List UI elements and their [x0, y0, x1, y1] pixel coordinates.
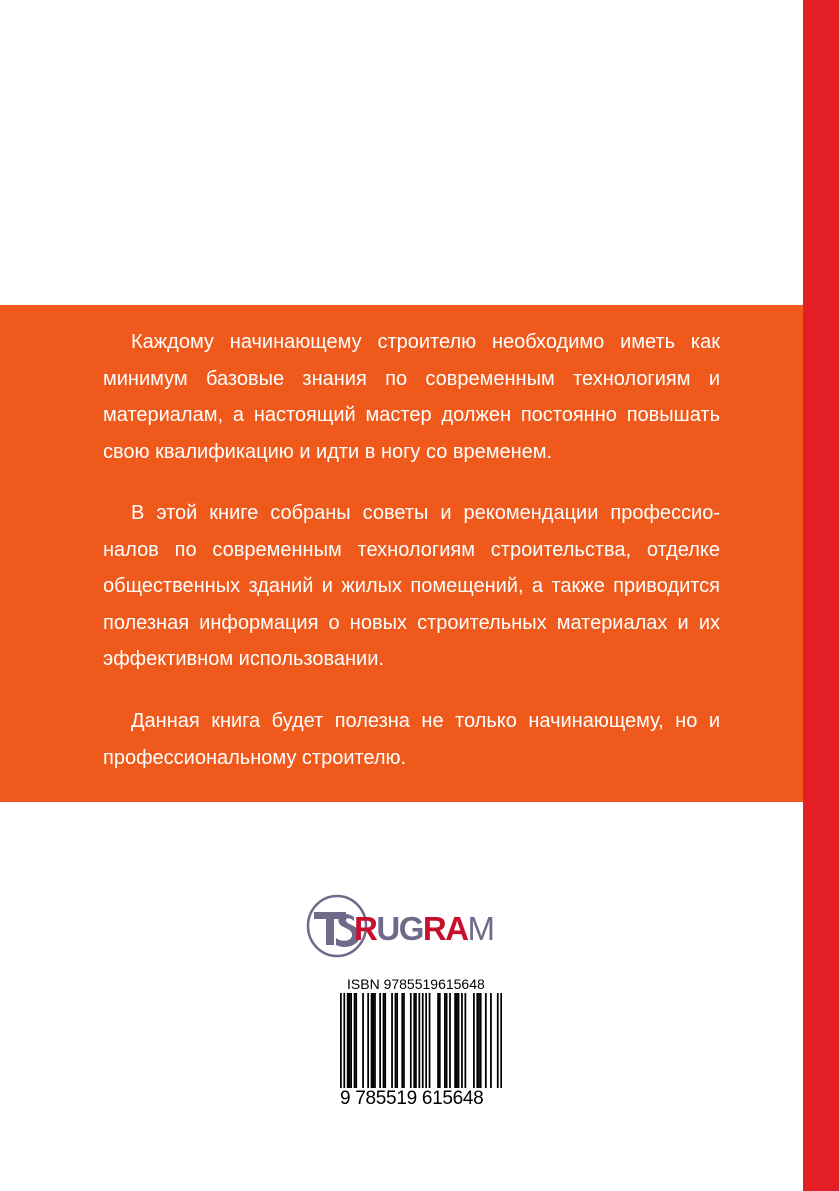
barcode-bar: [367, 993, 369, 1089]
isbn-label: ISBN 9785519615648: [347, 976, 485, 992]
barcode-digits: 9 785519 615648: [340, 1088, 502, 1110]
logo-letter: G: [398, 910, 423, 947]
barcode-bar: [464, 993, 466, 1089]
blurb-paragraph-1-text: Каждому начинающему строителю необходимо иметь как минимум базовые знания по современным технологиям и материалам, а настоящий мастер должен постоянно повышать свою квалификацию и идти в ногу со временем.: [103, 331, 720, 463]
isbn-barcode: [340, 993, 502, 1101]
barcode-bar: [371, 993, 373, 1089]
barcode-bar: [497, 993, 499, 1101]
barcode-bar: [401, 993, 403, 1089]
barcode-bar: [379, 993, 381, 1089]
logo-letter: R: [422, 910, 446, 947]
barcode-bar: [429, 993, 431, 1089]
barcode-bar: [461, 993, 463, 1089]
blurb-paragraph-1: [103, 324, 720, 470]
barcode-bar: [500, 993, 502, 1101]
blurb-paragraph-2-text: В этой книге собраны советы и рекомендации профессионалов по современным технологиям строительства, отделке общественных зданий и жилых помещений, а также приводится полезная информация о новых строительных материалах и их эффективном использовании.: [103, 502, 720, 670]
rugram-logo: [306, 893, 520, 959]
barcode-bar: [473, 993, 475, 1089]
barcode-bar: [374, 993, 376, 1089]
barcode-bar: [413, 993, 415, 1089]
barcode-bar: [458, 993, 460, 1089]
logo-letter: A: [445, 910, 468, 947]
barcode-bar: [391, 993, 393, 1089]
barcode-bar: [349, 993, 351, 1089]
barcode-bar: [403, 993, 405, 1089]
barcode-bar: [490, 993, 492, 1089]
barcode-bar: [422, 993, 424, 1101]
barcode-bar: [476, 993, 478, 1089]
barcode-bar: [347, 993, 349, 1089]
barcode-bar: [446, 993, 448, 1089]
logo-letter: R: [354, 910, 377, 947]
barcode-bar: [350, 993, 352, 1089]
logo-letter: M: [467, 910, 494, 947]
barcode-bar: [444, 993, 446, 1089]
barcode-bar: [456, 993, 458, 1089]
barcode-bar: [449, 993, 451, 1089]
barcode-bar: [425, 993, 427, 1089]
blurb-paragraph-2: [103, 495, 720, 678]
barcode-bar: [340, 993, 342, 1101]
barcode-bar: [410, 993, 412, 1089]
red-side-strip: [803, 0, 839, 1191]
barcode-bar: [383, 993, 385, 1089]
barcode-bar: [418, 993, 420, 1101]
blurb-paragraph-3-text: Данная книга будет полезна не только начинающему, но и профессиональному строителю.: [103, 710, 720, 769]
barcode-bar: [384, 993, 386, 1089]
barcode-bar: [354, 993, 356, 1089]
barcode-bar: [439, 993, 441, 1089]
barcode-bar: [355, 993, 357, 1089]
blurb-paragraph-3: [103, 703, 720, 776]
barcode-bar: [485, 993, 487, 1089]
barcode-bar: [415, 993, 417, 1089]
barcode-bar: [454, 993, 456, 1089]
barcode-bar: [343, 993, 345, 1101]
barcode-bar: [396, 993, 398, 1089]
logo-letter: U: [376, 910, 399, 947]
barcode-bar: [362, 993, 364, 1089]
barcode-bar: [480, 993, 482, 1089]
barcode-bar: [372, 993, 374, 1089]
barcode-bar: [437, 993, 439, 1089]
barcode-bar: [395, 993, 397, 1089]
barcode-bar: [478, 993, 480, 1089]
logo-wordmark: [354, 911, 494, 947]
